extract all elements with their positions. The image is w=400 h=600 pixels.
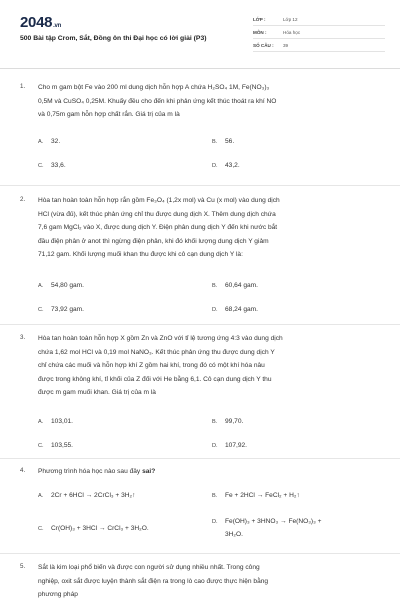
option-label: B. (212, 139, 218, 145)
question-line: 0,5M và CuSO₄ 0,25M. Khuấy đều cho đến khi phản ứng kết thúc thoát ra khí NO (38, 97, 277, 105)
question-number: 4. (20, 467, 26, 474)
option-text: 43,2. (225, 162, 240, 169)
option-label: D. (212, 307, 218, 313)
option-label: B. (212, 283, 218, 289)
option-d[interactable] (212, 162, 240, 169)
option-d[interactable] (212, 306, 258, 313)
header-divider (0, 68, 400, 69)
meta-key: LỚP : (253, 16, 266, 22)
question-number: 5. (20, 563, 26, 570)
question-line: chứa 1,62 mol HCl và 0,19 mol NaNO₃. Kết thúc phản ứng thu được dung dịch Y (38, 348, 275, 356)
option-label: A. (38, 283, 44, 289)
site-logo[interactable]: 2048.vn (20, 14, 61, 31)
option-b[interactable] (212, 282, 258, 289)
document-meta (253, 13, 385, 52)
option-text: 56. (225, 138, 235, 145)
question-line: Hòa tan hoàn toàn hỗn hợp rắn gồm Fe₃O₄ (1,2x mol) và Cu (x mol) vào dung dịch (38, 197, 280, 204)
question-line: nghiệp, oxit sắt được luyện thành sắt điện ra trong lò cao được thực hiện bằng (38, 577, 269, 585)
option-text: 32. (51, 138, 61, 145)
option-label: C. (38, 443, 44, 449)
question-line: HCl (vừa đủ), kết thúc phản ứng chỉ thu được dung dịch X. Thêm dung dịch chứa (38, 210, 276, 218)
option-text: 2Cr + 6HCl → 2CrCl₃ + 3H₂↑ (51, 492, 136, 499)
question-number: 2. (20, 196, 26, 203)
option-label: A. (38, 419, 44, 425)
option-b[interactable] (212, 492, 300, 499)
option-b[interactable] (212, 418, 243, 425)
question-line: đầu điện phân ở anot thì ngừng điện phân, khi đó khối lượng dung dịch Y giảm (38, 237, 269, 245)
option-label: D. (212, 163, 218, 169)
option-text-line: 3H₂O. (225, 530, 243, 538)
meta-key: SỐ CÂU : (253, 42, 274, 48)
question-line: được trong không khí, tỉ khối của Z đối với He bằng 6,1. Cô cạn dung dịch Y thu (38, 375, 272, 383)
meta-value: Hóa học (283, 29, 301, 35)
question-line: 7,6 gam MgCl₂ vào X, được dung dịch Y. Điện phân dung dịch Y đến khi nước bắt (38, 224, 278, 232)
option-c[interactable] (38, 306, 84, 313)
option-text (225, 516, 321, 541)
option-text: 99,70. (225, 418, 244, 425)
option-a[interactable] (38, 282, 84, 289)
question-line: Hòa tan hoàn toàn hỗn hợp X gồm Zn và ZnO với tỉ lệ tương ứng 4:3 vào dung dịch (38, 335, 283, 342)
meta-value: 39 (283, 42, 289, 48)
option-a[interactable] (38, 138, 60, 145)
question-line: và 0,75m gam hỗn hợp chất rắn. Giá trị của m là (38, 111, 180, 119)
option-c[interactable] (38, 442, 73, 449)
question-divider (0, 185, 400, 186)
meta-value: Lớp 12 (283, 16, 298, 22)
option-text: 60,64 gam. (225, 282, 258, 289)
option-label: C. (38, 307, 44, 313)
option-text: 54,80 gam. (51, 282, 84, 289)
question-line: chỉ chứa các muối và hỗn hợp khí Z gồm hai khí, trong đó có một khí hóa nâu (38, 362, 265, 370)
meta-row-subject (253, 26, 385, 39)
question-text (38, 81, 386, 122)
question-number: 3. (20, 334, 26, 341)
question-divider (0, 553, 400, 554)
question-divider (0, 324, 400, 325)
option-text: 107,92. (225, 442, 247, 449)
option-b[interactable] (212, 138, 234, 145)
question-number: 1. (20, 83, 26, 90)
option-label: C. (38, 163, 44, 169)
option-text: 73,92 gam. (51, 306, 84, 313)
question-line: được m gam muối khan. Giá trị của m là (38, 389, 156, 397)
question-line: Sắt là kim loại phổ biến và được con người sử dụng nhiều nhất. Trong công (38, 564, 260, 571)
option-text: 68,24 gam. (225, 306, 258, 313)
question-text-emphasis: sai? (142, 468, 156, 475)
question-line: phương pháp (38, 591, 78, 599)
question-divider (0, 458, 400, 459)
option-label: B. (212, 419, 218, 425)
question-text (38, 561, 386, 600)
question-line: 71,12 gam. Khối lượng muối khan thu được khi cô cạn dung dịch Y là: (38, 251, 243, 259)
option-label: A. (38, 493, 44, 499)
meta-key: MÔN : (253, 29, 267, 35)
question-text (38, 332, 386, 400)
option-text: Cr(OH)₃ + 3HCl → CrCl₃ + 3H₂O. (51, 525, 149, 532)
option-label: D. (212, 519, 218, 525)
option-c[interactable] (38, 162, 66, 169)
option-c[interactable] (38, 525, 149, 532)
question-text-prefix: Phương trình hóa học nào sau đây (38, 468, 143, 475)
option-label: C. (38, 526, 44, 532)
option-label: A. (38, 139, 44, 145)
option-text: 33,6. (51, 162, 66, 169)
option-d[interactable] (212, 442, 247, 449)
document-header (0, 0, 400, 68)
option-d[interactable] (212, 516, 321, 541)
question-text (38, 465, 386, 479)
option-text: Fe + 2HCl → FeCl₂ + H₂↑ (225, 492, 300, 499)
option-a[interactable] (38, 492, 135, 499)
option-text: 103,01. (51, 418, 73, 425)
meta-row-count (253, 39, 385, 52)
document-title: 500 Bài tập Crom, Sắt, Đồng ôn thi Đại học có lời giải (P3) (20, 35, 207, 42)
option-label: D. (212, 443, 218, 449)
meta-row-class (253, 13, 385, 26)
option-text: 103,55. (51, 442, 73, 449)
option-text-line: Fe(OH)₃ + 3HNO₃ → Fe(NO₃)₃ + (225, 518, 322, 525)
question-line: Cho m gam bột Fe vào 200 ml dung dịch hỗn hợp A chứa H₂SO₄ 1M, Fe(NO₃)₃ (38, 84, 270, 91)
option-a[interactable] (38, 418, 73, 425)
option-label: B. (212, 493, 218, 499)
question-text (38, 194, 386, 262)
